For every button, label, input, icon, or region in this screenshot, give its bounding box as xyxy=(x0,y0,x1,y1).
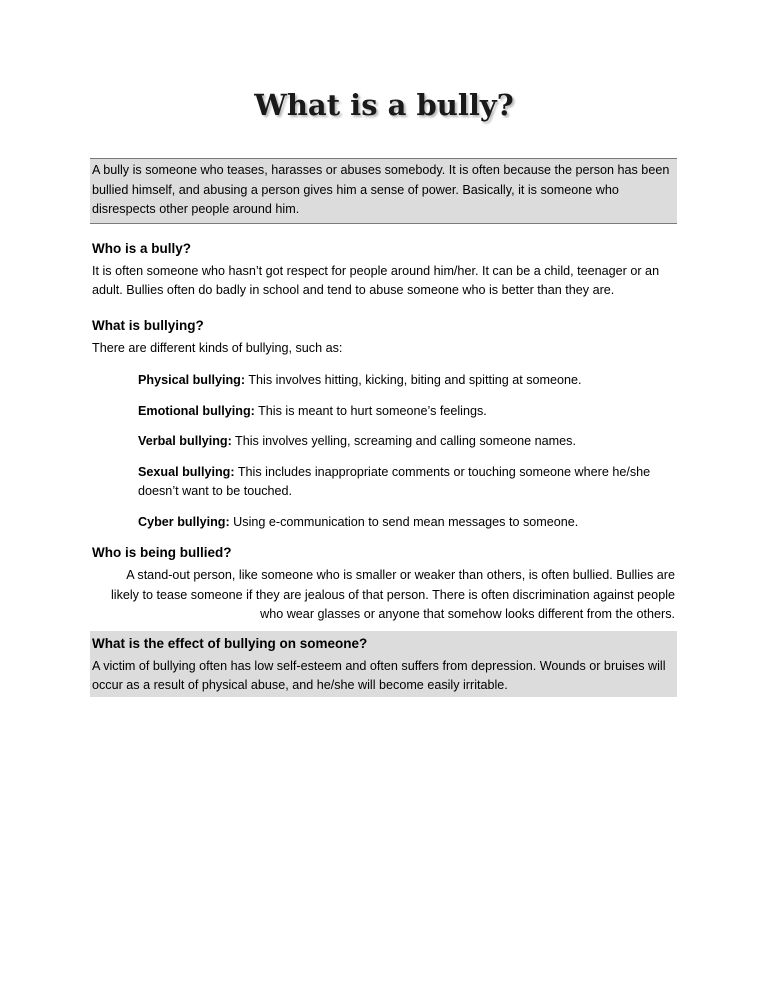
term-cyber: Cyber bullying: xyxy=(138,514,230,529)
list-item-verbal xyxy=(138,432,677,452)
text-verbal: This involves yelling, screaming and calling someone names. xyxy=(231,434,576,448)
text-sexual: This includes inappropriate comments or touching someone where he/she doesn’t want to be touched. xyxy=(138,464,651,498)
list-item-sexual xyxy=(138,463,677,502)
term-physical: Physical bullying: xyxy=(138,373,246,387)
paragraph-who-is-being-bullied: A stand-out person, like someone who is smaller or weaker than others, is often bullied. Bullies are likely to tease someone if they are jealous of that person. There is often discrimination against people who wear glasses or anyone that somehow looks different from the others. xyxy=(110,568,675,621)
intro-box: A bully is someone who teases, harasses or abuses somebody. It is often because the person has been bullied himself, and abusing a person gives him a sense of power. Basically, it is someone who disrespects other people around him. xyxy=(90,158,677,224)
document-content xyxy=(90,158,677,697)
paragraph-what-is-bullying: There are different kinds of bullying, such as: xyxy=(92,340,343,355)
list-item-physical xyxy=(138,371,677,391)
heading-who-is-being-bullied: Who is being bullied? xyxy=(92,545,232,560)
list-item-emotional xyxy=(138,402,677,422)
term-emotional: Emotional bullying: xyxy=(138,403,255,418)
heading-who-is-a-bully: Who is a bully? xyxy=(92,240,192,256)
text-cyber: Using e-communication to send mean messages to someone. xyxy=(229,514,579,529)
paragraph-effect-of-bullying: A victim of bullying often has low self-esteem and often suffers from depression. Wounds or bruises will occur as a result of physical abuse, and he/she will become easily irritable. xyxy=(92,658,666,692)
text-physical: This involves hitting, kicking, biting and spitting at someone. xyxy=(245,373,582,387)
list-item-cyber xyxy=(138,513,677,533)
bullying-types-list xyxy=(138,371,677,532)
term-verbal: Verbal bullying: xyxy=(138,434,232,448)
paragraph-who-is-a-bully: It is often someone who hasn’t got respect for people around him/her. It can be a child, teenager or an adult. Bullies often do badly in school and tend to abuse someone who is better than they are. xyxy=(92,263,660,297)
text-emotional: This is meant to hurt someone’s feelings. xyxy=(254,403,487,418)
effect-box xyxy=(90,631,677,697)
heading-what-is-bullying: What is bullying? xyxy=(92,317,204,333)
heading-effect-of-bullying: What is the effect of bullying on someone? xyxy=(92,635,368,651)
page-title: What is a bully? xyxy=(254,88,514,122)
term-sexual: Sexual bullying: xyxy=(138,464,235,479)
